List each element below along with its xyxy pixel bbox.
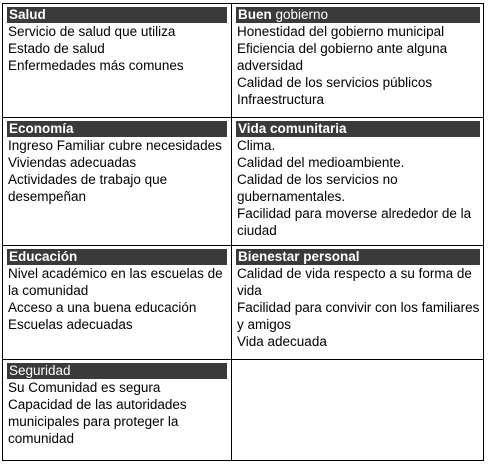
list-item: Actividades de trabajo que desempeñan	[8, 172, 168, 204]
cell-header	[236, 121, 480, 137]
item-list	[236, 23, 480, 108]
empty-cell	[232, 360, 484, 460]
indicators-table	[2, 3, 484, 461]
cell-economia	[3, 118, 232, 246]
list-item: Facilidad para convivir con los familiares y amigos	[237, 300, 480, 332]
cell-header	[7, 121, 227, 137]
cell-educacion	[3, 246, 232, 360]
cell-header	[236, 7, 480, 23]
header-bold: Buen	[238, 7, 272, 22]
item-list	[236, 265, 480, 350]
list-item: Enfermedades más comunes	[8, 58, 184, 73]
header-rest: Seguridad	[9, 363, 71, 378]
list-item: Estado de salud	[8, 41, 105, 56]
header-rest: gobierno	[271, 7, 329, 22]
list-item: Calidad del medioambiente.	[237, 155, 405, 170]
cell-header	[7, 249, 227, 265]
list-item: Acceso a una buena educación	[8, 300, 197, 315]
cell-seguridad	[3, 360, 232, 460]
header-bold: Vida comunitaria	[238, 121, 347, 136]
list-item: Infraestructura	[237, 92, 325, 107]
list-item: Nivel académico en las escuelas de la comunidad	[8, 266, 223, 298]
cell-header	[7, 363, 227, 379]
list-item: Servicio de salud que utiliza	[8, 24, 176, 39]
list-item: Capacidad de las autoridades municipales para proteger la comunidad	[8, 397, 187, 446]
cell-buen-gobierno	[232, 4, 484, 118]
list-item: Vida adecuada	[237, 334, 327, 349]
item-list	[236, 137, 480, 239]
list-item: Honestidad del gobierno municipal	[237, 24, 445, 39]
header-bold: Economía	[9, 121, 74, 136]
cell-bienestar-personal	[232, 246, 484, 360]
header-bold: Educación	[9, 249, 78, 264]
cell-vida-comunitaria	[232, 118, 484, 246]
list-item: Escuelas adecuadas	[8, 317, 133, 332]
list-item: Calidad de vida respecto a su forma de vida	[237, 266, 472, 298]
list-item: Eficiencia del gobierno ante alguna adversidad	[237, 41, 448, 73]
list-item: Facilidad para moverse alrededor de la ciudad	[237, 206, 472, 238]
header-bold: Bienestar personal	[238, 249, 360, 264]
item-list	[7, 23, 227, 74]
list-item: Clima.	[237, 138, 276, 153]
cell-header	[7, 7, 227, 23]
header-bold: Salud	[9, 7, 46, 22]
cell-salud	[3, 4, 232, 118]
list-item: Su Comunidad es segura	[8, 380, 161, 395]
list-item: Viviendas adecuadas	[8, 155, 137, 170]
list-item: Calidad de los servicios no gubernamentales.	[237, 172, 398, 204]
list-item: Ingreso Familiar cubre necesidades	[8, 138, 222, 153]
item-list	[7, 265, 227, 333]
list-item: Calidad de los servicios públicos	[237, 75, 433, 90]
cell-header	[236, 249, 480, 265]
item-list	[7, 379, 227, 447]
item-list	[7, 137, 227, 205]
